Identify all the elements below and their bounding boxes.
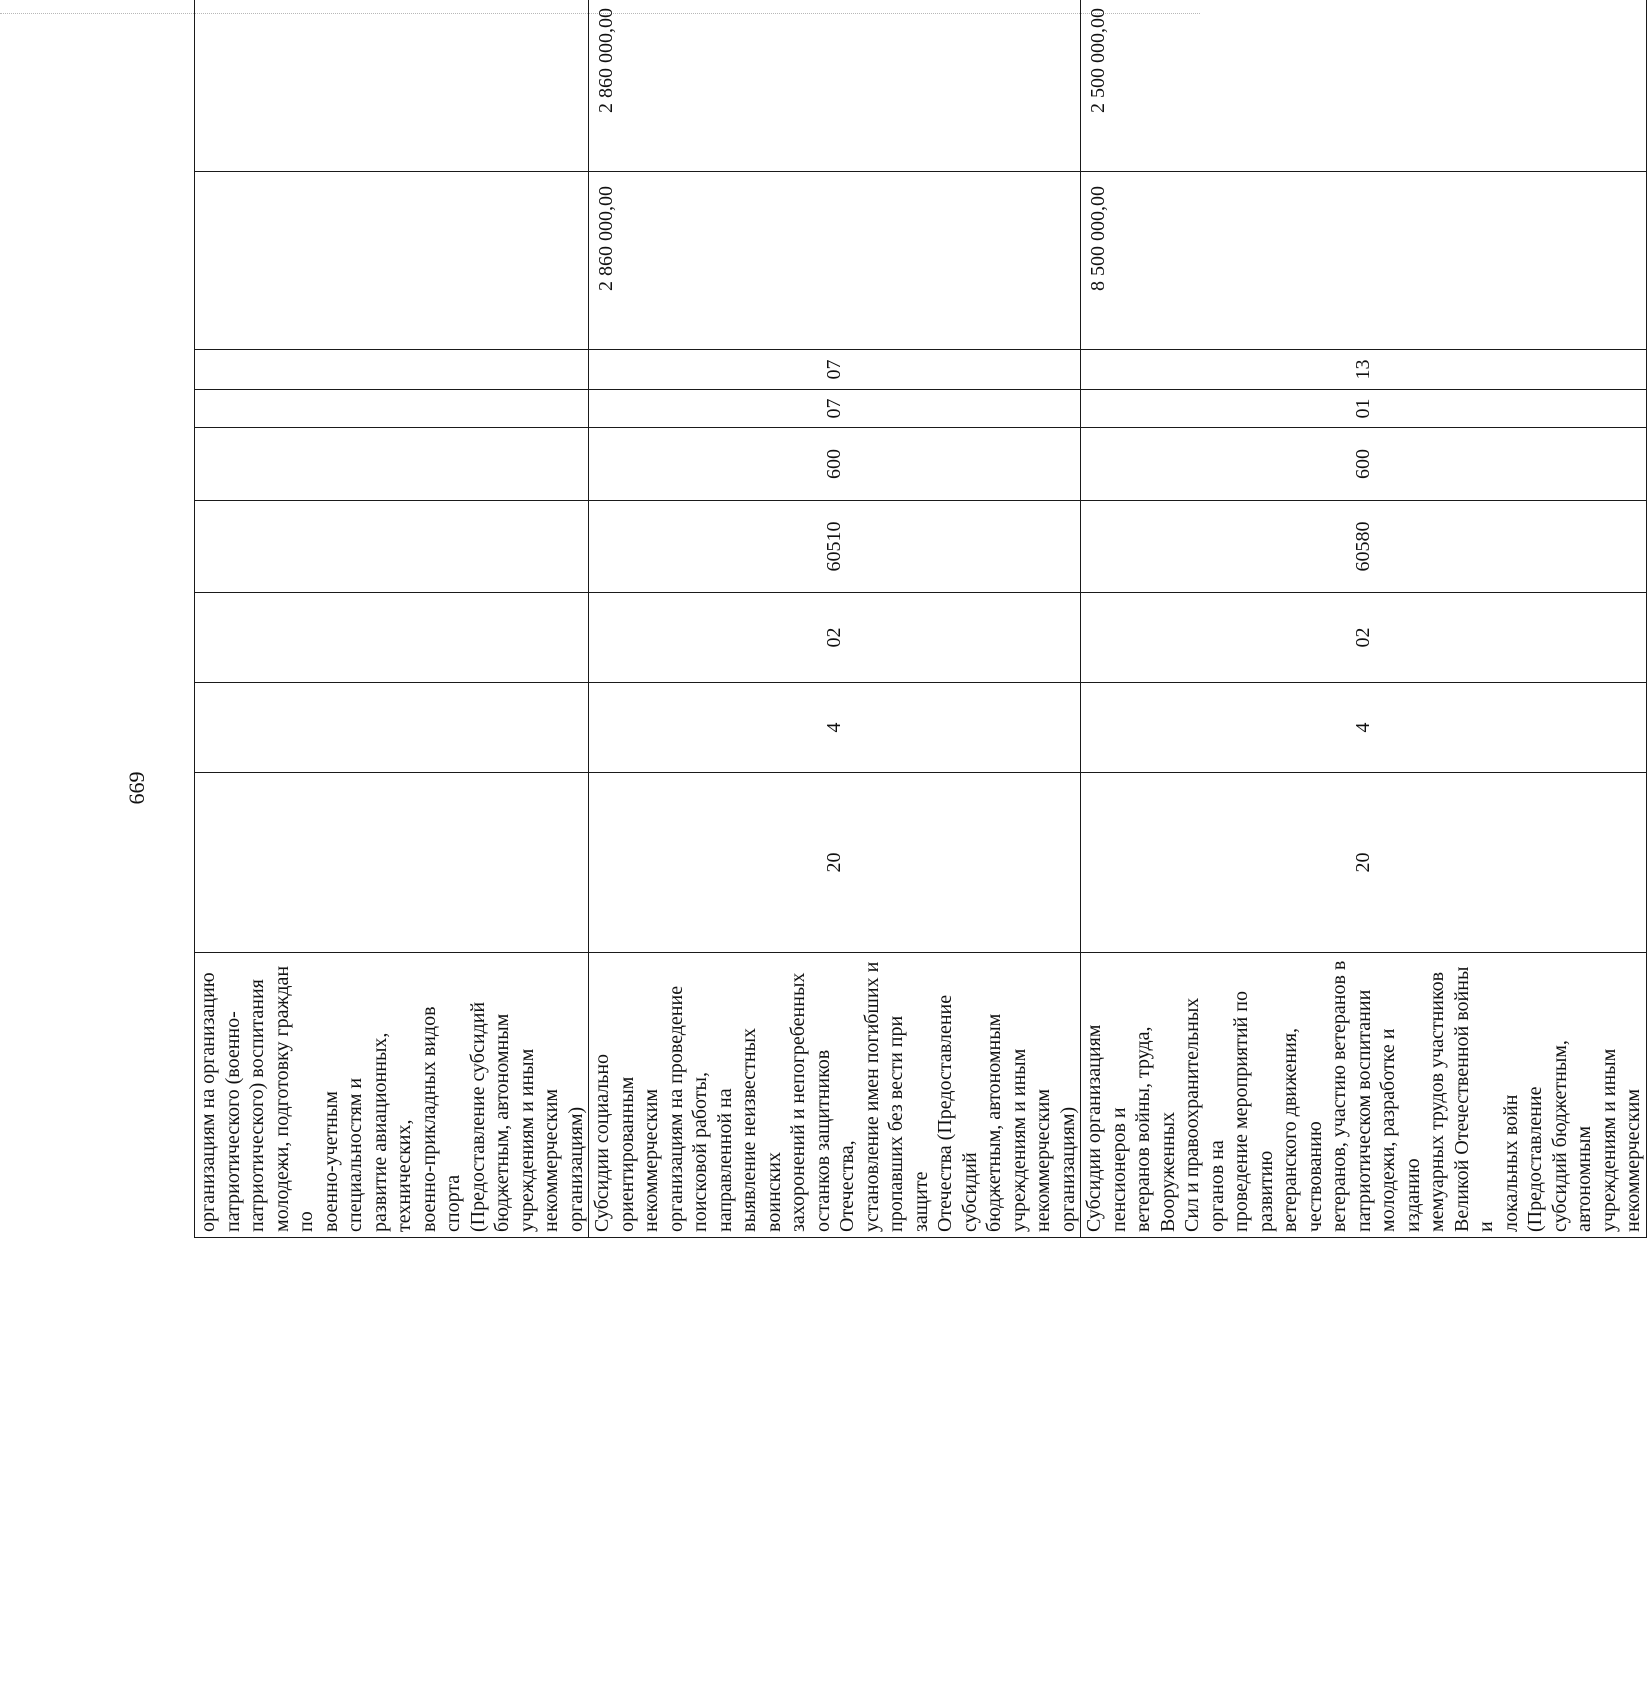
rotated-page: [120, 0, 1644, 1238]
name-line: учреждениям и иным некоммерческим: [515, 1048, 562, 1232]
name-line: проведение мероприятий по развитию: [1230, 991, 1277, 1232]
expense-name-cell: [589, 953, 1081, 1238]
subprogram-code-cell: 4: [589, 683, 1081, 773]
name-line: военно-прикладных видов спорта: [417, 1006, 464, 1232]
expense-name-cell: [195, 953, 589, 1238]
table-row: [195, 0, 589, 1238]
name-line: развитие авиационных, технических,: [368, 1032, 415, 1232]
direction-code-cell: 60580: [1081, 501, 1647, 593]
name-line: Великой Отечественной войны и: [1450, 966, 1497, 1232]
name-line: субсидий бюджетным, автономным: [1548, 1040, 1595, 1232]
name-line: организациям на организацию: [197, 972, 219, 1232]
program-code-cell: [195, 773, 589, 953]
name-line: ветеранов, участию ветеранов в: [1328, 960, 1350, 1232]
amount-year-1-cell: [195, 172, 589, 350]
program-code-cell: 20: [589, 773, 1081, 953]
subsection-code-cell: 13: [1081, 350, 1647, 390]
main-event-code-cell: 02: [589, 593, 1081, 683]
name-line: установление имен погибших и: [860, 961, 883, 1232]
name-line: бюджетным, автономным: [491, 1013, 513, 1232]
name-line: патриотического (военно-: [221, 1011, 244, 1232]
name-line: молодежи, подготовку граждан по: [270, 965, 317, 1232]
name-line: (Предоставление субсидий: [466, 1001, 489, 1232]
name-line: Сил и правоохранительных органов на: [1181, 997, 1228, 1232]
name-line: останков защитников Отечества,: [811, 1049, 858, 1232]
name-line: Субсидии социально: [591, 1053, 613, 1232]
section-code-cell: [195, 390, 589, 428]
page-number: 669: [124, 771, 149, 805]
name-line: организациям): [564, 1106, 587, 1232]
expense-type-cell: 600: [1081, 428, 1647, 501]
program-code-cell: 20: [1081, 773, 1647, 953]
name-line: организациям на проведение: [664, 985, 687, 1232]
direction-code-cell: [195, 501, 589, 593]
name-line: патриотического) воспитания: [246, 979, 268, 1232]
name-line: пропавших без вести при защите: [885, 1015, 932, 1232]
name-line: учреждениям и иным некоммерческим: [1007, 1048, 1054, 1232]
name-line: учреждениям и иным некоммерческим: [1597, 1048, 1644, 1232]
expense-type-cell: [195, 428, 589, 501]
name-line: ориентированным некоммерческим: [615, 1076, 662, 1232]
name-line: молодежи, разработке и изданию: [1377, 1028, 1424, 1232]
name-line: ветеранского движения, чествованию: [1279, 1027, 1326, 1232]
table-row: [1081, 0, 1647, 1238]
name-line: выявление неизвестных воинских: [738, 1027, 785, 1232]
subprogram-code-cell: [195, 683, 589, 773]
amount-year-1-cell: 2 860 000,00: [589, 172, 1081, 350]
direction-code-cell: 60510: [589, 501, 1081, 593]
name-line: организациям): [1056, 1106, 1079, 1232]
name-line: бюджетным, автономным: [983, 1013, 1005, 1232]
main-event-code-cell: 02: [1081, 593, 1647, 683]
section-code-cell: 01: [1081, 390, 1647, 428]
name-line: Субсидии организациям пенсионеров и: [1083, 1024, 1130, 1232]
name-line: мемуарных трудов участников: [1426, 971, 1448, 1232]
name-line: захоронений и непогребенных: [787, 972, 809, 1232]
amount-year-1-cell: 8 500 000,00: [1081, 172, 1647, 350]
section-code-cell: 07: [589, 390, 1081, 428]
main-event-code-cell: [195, 593, 589, 683]
budget-table: [194, 0, 1647, 1238]
name-line: патриотическом воспитании: [1352, 989, 1375, 1232]
amount-year-2-cell: [195, 0, 589, 172]
name-line: локальных войн (Предоставление: [1499, 1086, 1546, 1232]
subsection-code-cell: 07: [589, 350, 1081, 390]
table-row: [589, 0, 1081, 1238]
subprogram-code-cell: 4: [1081, 683, 1647, 773]
name-line: поисковой работы, направленной на: [689, 1072, 736, 1232]
name-line: Отечества (Предоставление субсидий: [934, 994, 981, 1232]
amount-year-2-cell: 2 860 000,00: [589, 0, 1081, 172]
name-line: военно-учетным специальностям и: [319, 1077, 366, 1232]
expense-type-cell: 600: [589, 428, 1081, 501]
name-line: ветеранов войны, труда, Вооруженных: [1132, 1026, 1179, 1232]
subsection-code-cell: [195, 350, 589, 390]
amount-year-2-cell: 2 500 000,00: [1081, 0, 1647, 172]
expense-name-cell: [1081, 953, 1647, 1238]
